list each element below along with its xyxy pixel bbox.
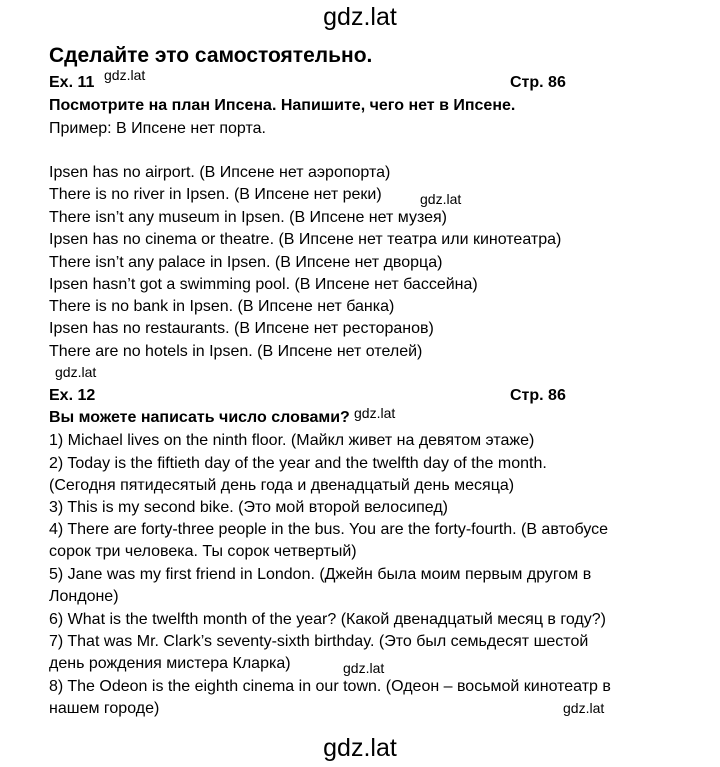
watermark-top: gdz.lat bbox=[323, 3, 397, 31]
watermark-small: gdz.lat bbox=[563, 700, 605, 716]
ex12-line: 3) This is my second bike. (Это мой второй велосипед) bbox=[49, 499, 448, 516]
ex12-line: день рождения мистера Кларка) bbox=[49, 655, 291, 672]
ex12-line: сорок три человека. Ты сорок четвертый) bbox=[49, 543, 357, 560]
ex12-line: 5) Jane was my first friend in London. (Джейн была моим первым другом в bbox=[49, 566, 592, 583]
ex12-line: (Сегодня пятидесятый день года и двенадцатый день месяца) bbox=[49, 477, 515, 494]
ex12-line: 7) That was Mr. Clark’s seventy-sixth birthday. (Это был семьдесят шестой bbox=[49, 633, 589, 650]
ex12-line: нашем городе) bbox=[49, 700, 160, 717]
ex12-line: 4) There are forty-three people in the bus. You are the forty-fourth. (В автобусе bbox=[49, 521, 609, 538]
ex11-page: Стр. 86 bbox=[510, 74, 566, 91]
ex11-line: There is no river in Ipsen. (В Ипсене нет реки) bbox=[49, 186, 382, 203]
ex12-line: 6) What is the twelfth month of the year? (Какой двенадцатый месяц в году?) bbox=[49, 611, 606, 628]
ex12-line: 2) Today is the fiftieth day of the year and the twelfth day of the month. bbox=[49, 455, 547, 472]
watermark-small: gdz.lat bbox=[55, 364, 97, 380]
ex12-number: Ex. 12 bbox=[49, 387, 96, 404]
ex11-line: Ipsen has no cinema or theatre. (В Ипсене нет театра или кинотеатра) bbox=[49, 231, 562, 248]
ex11-number: Ex. 11 bbox=[49, 74, 95, 91]
page-title: Сделайте это самостоятельно. bbox=[49, 44, 373, 67]
watermark-bottom: gdz.lat bbox=[323, 734, 397, 762]
ex11-task: Посмотрите на план Ипсена. Напишите, чего нет в Ипсене. bbox=[49, 97, 516, 114]
ex11-line: There isn’t any museum in Ipsen. (В Ипсене нет музея) bbox=[49, 209, 447, 226]
ex11-line: Ipsen has no airport. (В Ипсене нет аэропорта) bbox=[49, 164, 391, 181]
ex11-line: There is no bank in Ipsen. (В Ипсене нет банка) bbox=[49, 298, 395, 315]
ex12-task: Вы можете написать число словами? bbox=[49, 409, 350, 426]
ex12-line: Лондоне) bbox=[49, 588, 119, 605]
watermark-small: gdz.lat bbox=[354, 405, 396, 421]
ex11-line: There isn’t any palace in Ipsen. (В Ипсене нет дворца) bbox=[49, 254, 443, 271]
ex11-line: Ipsen has no restaurants. (В Ипсене нет ресторанов) bbox=[49, 320, 434, 337]
watermark-small: gdz.lat bbox=[420, 191, 462, 207]
ex11-line: Ipsen hasn’t got a swimming pool. (В Ипсене нет бассейна) bbox=[49, 276, 478, 293]
ex12-line: 1) Michael lives on the ninth floor. (Майкл живет на девятом этаже) bbox=[49, 432, 535, 449]
ex11-line: There are no hotels in Ipsen. (В Ипсене нет отелей) bbox=[49, 343, 423, 360]
watermark-small: gdz.lat bbox=[343, 660, 385, 676]
watermark-small: gdz.lat bbox=[104, 67, 146, 83]
ex12-page: Стр. 86 bbox=[510, 387, 566, 404]
ex11-example: Пример: В Ипсене нет порта. bbox=[49, 120, 266, 137]
ex12-line: 8) The Odeon is the eighth cinema in our town. (Одеон – восьмой кинотеатр в bbox=[49, 678, 611, 695]
